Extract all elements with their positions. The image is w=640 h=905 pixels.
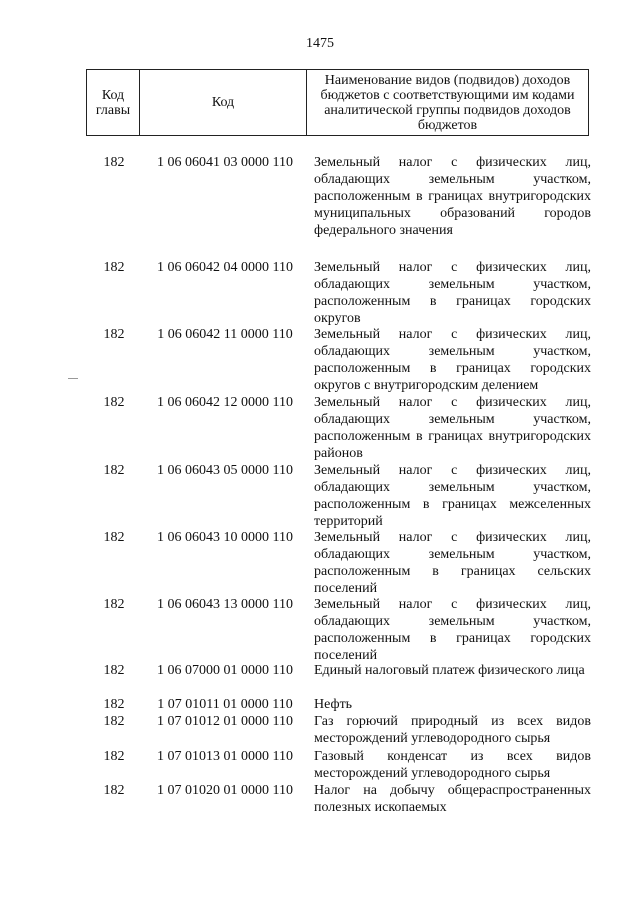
row-chapter: 182 bbox=[103, 463, 125, 478]
row-chapter: 182 bbox=[103, 663, 125, 678]
table-body bbox=[0, 154, 640, 816]
row-chapter: 182 bbox=[103, 597, 125, 612]
row-name: Земельный налог с физических лиц, обладающих земельным участком, расположенным в границах сельских поселений bbox=[314, 530, 591, 596]
row-code: 1 07 01013 01 0000 110 bbox=[157, 749, 293, 764]
header-code: Код bbox=[140, 70, 307, 135]
table-row bbox=[0, 713, 640, 748]
row-name: Газовый конденсат из всех видов месторождений углеводородного сырья bbox=[314, 749, 591, 781]
row-code: 1 07 01020 01 0000 110 bbox=[157, 783, 293, 798]
row-name: Земельный налог с физических лиц, обладающих земельным участком, расположенным в границах внутригородских районов bbox=[314, 395, 591, 461]
row-name: Земельный налог с физических лиц, обладающих земельным участком, расположенным в границах внутригородских муниципальных образований городов федерального значения bbox=[314, 155, 591, 238]
row-name: Газ горючий природный из всех видов месторождений углеводородного сырья bbox=[314, 714, 591, 746]
header-name: Наименование видов (подвидов) доходов бюджетов с соответствующими им кодами аналитической группы подвидов доходов бюджетов bbox=[320, 72, 575, 133]
row-code: 1 06 06041 03 0000 110 bbox=[157, 155, 293, 170]
header-chapter-code: Код главы bbox=[87, 70, 140, 135]
table-row bbox=[0, 154, 640, 259]
row-code: 1 07 01011 01 0000 110 bbox=[157, 697, 293, 712]
row-code: 1 06 06042 04 0000 110 bbox=[157, 260, 293, 275]
table-row bbox=[0, 529, 640, 596]
row-chapter: 182 bbox=[103, 155, 125, 170]
row-code: 1 06 07000 01 0000 110 bbox=[157, 663, 293, 678]
table-row bbox=[0, 462, 640, 529]
row-code: 1 07 01012 01 0000 110 bbox=[157, 714, 293, 729]
table-row bbox=[0, 596, 640, 662]
row-name: Земельный налог с физических лиц, обладающих земельным участком, расположенным в границах городских округов с внутригородским делением bbox=[314, 327, 591, 393]
row-chapter: 182 bbox=[103, 714, 125, 729]
row-name: Единый налоговый платеж физического лица bbox=[314, 663, 585, 678]
row-chapter: 182 bbox=[103, 395, 125, 410]
table-row bbox=[0, 326, 640, 394]
row-code: 1 06 06042 12 0000 110 bbox=[157, 395, 293, 410]
row-name: Налог на добычу общераспространенных полезных ископаемых bbox=[314, 783, 591, 815]
row-chapter: 182 bbox=[103, 327, 125, 342]
row-code: 1 06 06043 05 0000 110 bbox=[157, 463, 293, 478]
table-row bbox=[0, 748, 640, 782]
table-row bbox=[0, 782, 640, 816]
table-row bbox=[0, 259, 640, 326]
table-row bbox=[0, 696, 640, 713]
page-number: 1475 bbox=[306, 36, 334, 51]
table-row bbox=[0, 662, 640, 696]
row-name: Нефть bbox=[314, 697, 353, 712]
row-code: 1 06 06042 11 0000 110 bbox=[157, 327, 293, 342]
row-chapter: 182 bbox=[103, 530, 125, 545]
row-code: 1 06 06043 13 0000 110 bbox=[157, 597, 293, 612]
row-chapter: 182 bbox=[103, 749, 125, 764]
row-chapter: 182 bbox=[103, 697, 125, 712]
row-code: 1 06 06043 10 0000 110 bbox=[157, 530, 293, 545]
row-name: Земельный налог с физических лиц, обладающих земельным участком, расположенным в границах городских поселений bbox=[314, 597, 591, 663]
table-header bbox=[86, 69, 589, 136]
row-name: Земельный налог с физических лиц, обладающих земельным участком, расположенным в границах межселенных территорий bbox=[314, 463, 591, 529]
row-chapter: 182 bbox=[103, 783, 125, 798]
row-name: Земельный налог с физических лиц, обладающих земельным участком, расположенным в границах городских округов bbox=[314, 260, 591, 326]
row-chapter: 182 bbox=[103, 260, 125, 275]
table-row bbox=[0, 394, 640, 462]
